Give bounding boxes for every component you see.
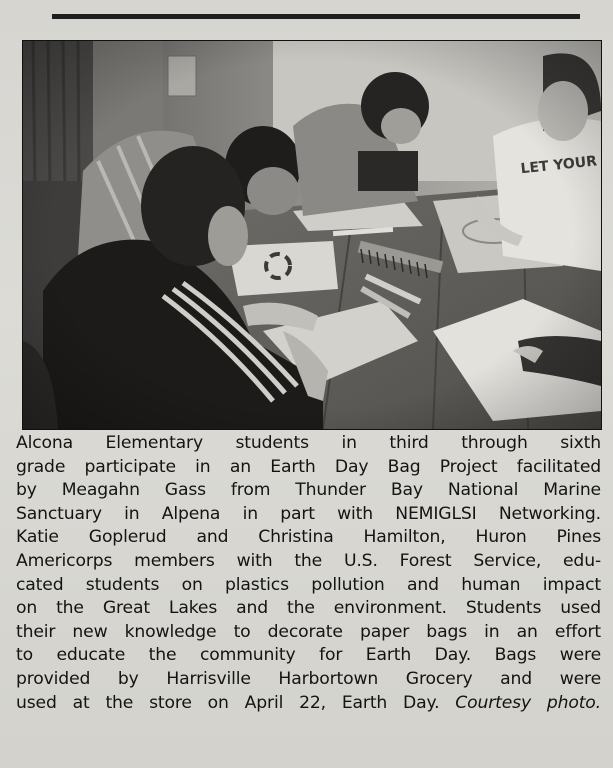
caption-line: on the Great Lakes and the environment. Students used xyxy=(16,598,601,619)
caption-line: provided by Harrisville Harbortown Grocery and were xyxy=(16,668,601,689)
caption-line: their new knowledge to decorate paper bags in an effort xyxy=(16,621,601,642)
top-rule xyxy=(52,14,580,19)
news-photo xyxy=(22,40,602,430)
caption-line: Katie Goplerud and Christina Hamilton, Huron Pines xyxy=(16,527,601,548)
caption-line: grade participate in an Earth Day Bag Project facilitated xyxy=(16,456,601,477)
photo-scene xyxy=(23,41,601,429)
photo-credit: Courtesy photo. xyxy=(455,692,601,713)
caption-line: Sanctuary in Alpena in part with NEMIGLSI Networking. xyxy=(16,503,601,524)
photo-caption xyxy=(16,432,601,715)
caption-last-line-text: used at the store on April 22, Earth Day. xyxy=(16,692,456,713)
caption-line: cated students on plastics pollution and human impact xyxy=(16,574,601,595)
photo-vignette xyxy=(23,41,601,429)
caption-line: Americorps members with the U.S. Forest Service, edu- xyxy=(16,550,601,571)
caption-line: to educate the community for Earth Day. Bags were xyxy=(16,645,601,666)
caption-last-line xyxy=(16,692,601,716)
caption-line: by Meagahn Gass from Thunder Bay National Marine xyxy=(16,480,601,501)
caption-line: Alcona Elementary students in third through sixth xyxy=(16,433,601,453)
